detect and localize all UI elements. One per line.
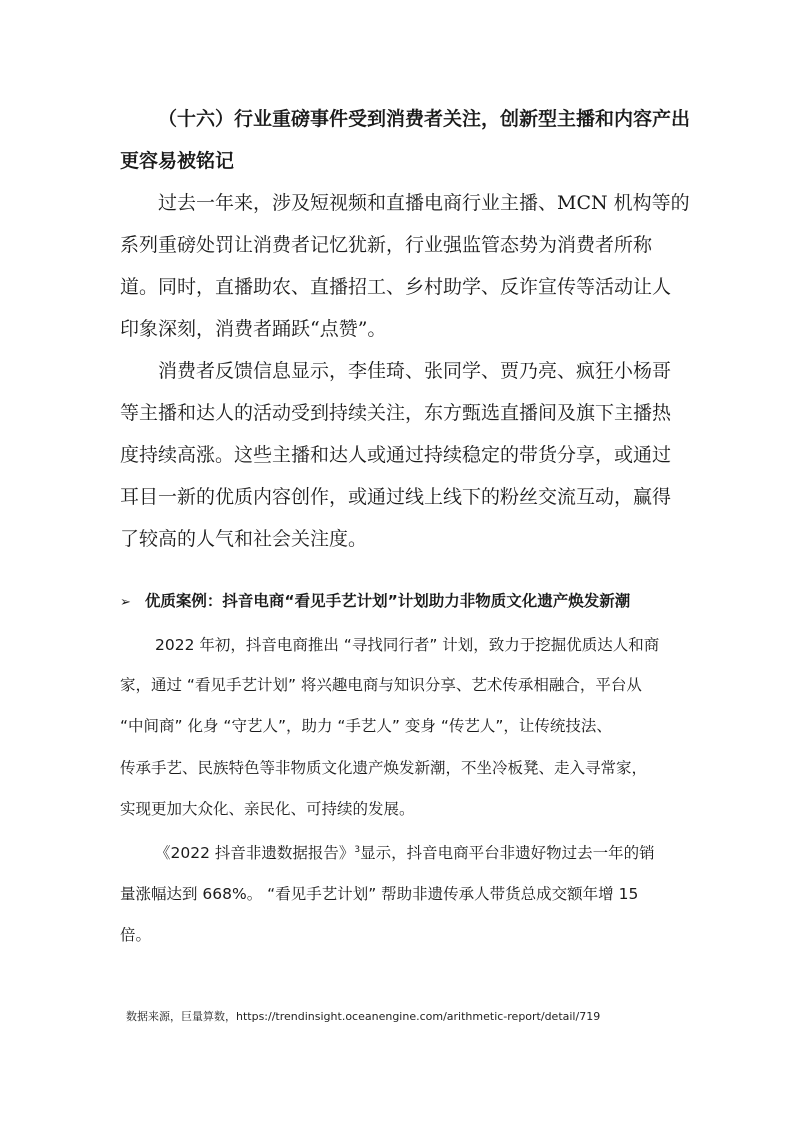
case-paragraph-2-line [155,841,655,863]
footnote-marker: 3 [354,844,361,855]
paragraph-2-line: 了较高的人气和社会关注度。 [120,528,368,550]
case-heading [120,589,630,611]
paragraph-2-line: 消费者反馈信息显示，李佳琦、张同学、贾乃亮、疯狂小杨哥 [158,360,672,382]
case-paragraph-1-line: 实现更加大众化、亲民化、可持续的发展。 [120,800,415,818]
paragraph-1-line: 过去一年来，涉及短视频和直播电商行业主播、MCN 机构等的 [158,192,690,214]
paragraph-2-line: 耳目一新的优质内容创作，或通过线上线下的粉丝交流互动，赢得 [120,486,672,508]
paragraph-1-line: 系列重磅处罚让消费者记忆犹新，行业强监管态势为消费者所称 [120,234,653,256]
footnote: 数据来源，巨量算数，https://trendinsight.oceanengine.com/arithmetic-report/detail/719 [126,1010,601,1023]
case-paragraph-1-line: 2022 年初，抖音电商推出 “寻找同行者” 计划，致力于挖掘优质达人和商 [155,636,660,654]
case-title: 优质案例：抖音电商“看见手艺计划”计划助力非物质文化遗产焕发新潮 [144,592,631,610]
report-title: 《2022 抖音非遗数据报告》 [155,844,355,862]
case-paragraph-2-line: 量涨幅达到 668%。 “看见手艺计划” 帮助非遗传承人带货总成交额年增 15 [120,885,639,903]
paragraph-1-line: 印象深刻，消费者踊跃“点赞”。 [120,318,387,340]
paragraph-2-line: 度持续高涨。这些主播和达人或通过持续稳定的带货分享，或通过 [120,444,672,466]
case-paragraph-1-line: 家，通过 “看见手艺计划” 将兴趣电商与知识分享、艺术传承相融合，平台从 [120,676,642,694]
paragraph-1-line: 道。同时，直播助农、直播招工、乡村助学、反诈宣传等活动让人 [120,276,672,298]
case-paragraph-1-line: 传承手艺、民族特色等非物质文化遗产焕发新潮，不坐冷板凳、走入寻常家， [120,759,648,777]
case-paragraph-1-line: “中间商” 化身 “守艺人”，助力 “手艺人” 变身 “传艺人”，让传统技法、 [120,717,612,735]
bullet-arrow-icon: ➢ [120,595,131,610]
section-heading-line-2: 更容易被铭记 [120,150,235,172]
case-paragraph-2-text: 显示，抖音电商平台非遗好物过去一年的销 [360,844,655,862]
section-heading-line-1: （十六）行业重磅事件受到消费者关注，创新型主播和内容产出 [158,108,691,130]
case-paragraph-2-line: 倍。 [120,926,152,944]
paragraph-2-line: 等主播和达人的活动受到持续关注，东方甄选直播间及旗下主播热 [120,402,672,424]
